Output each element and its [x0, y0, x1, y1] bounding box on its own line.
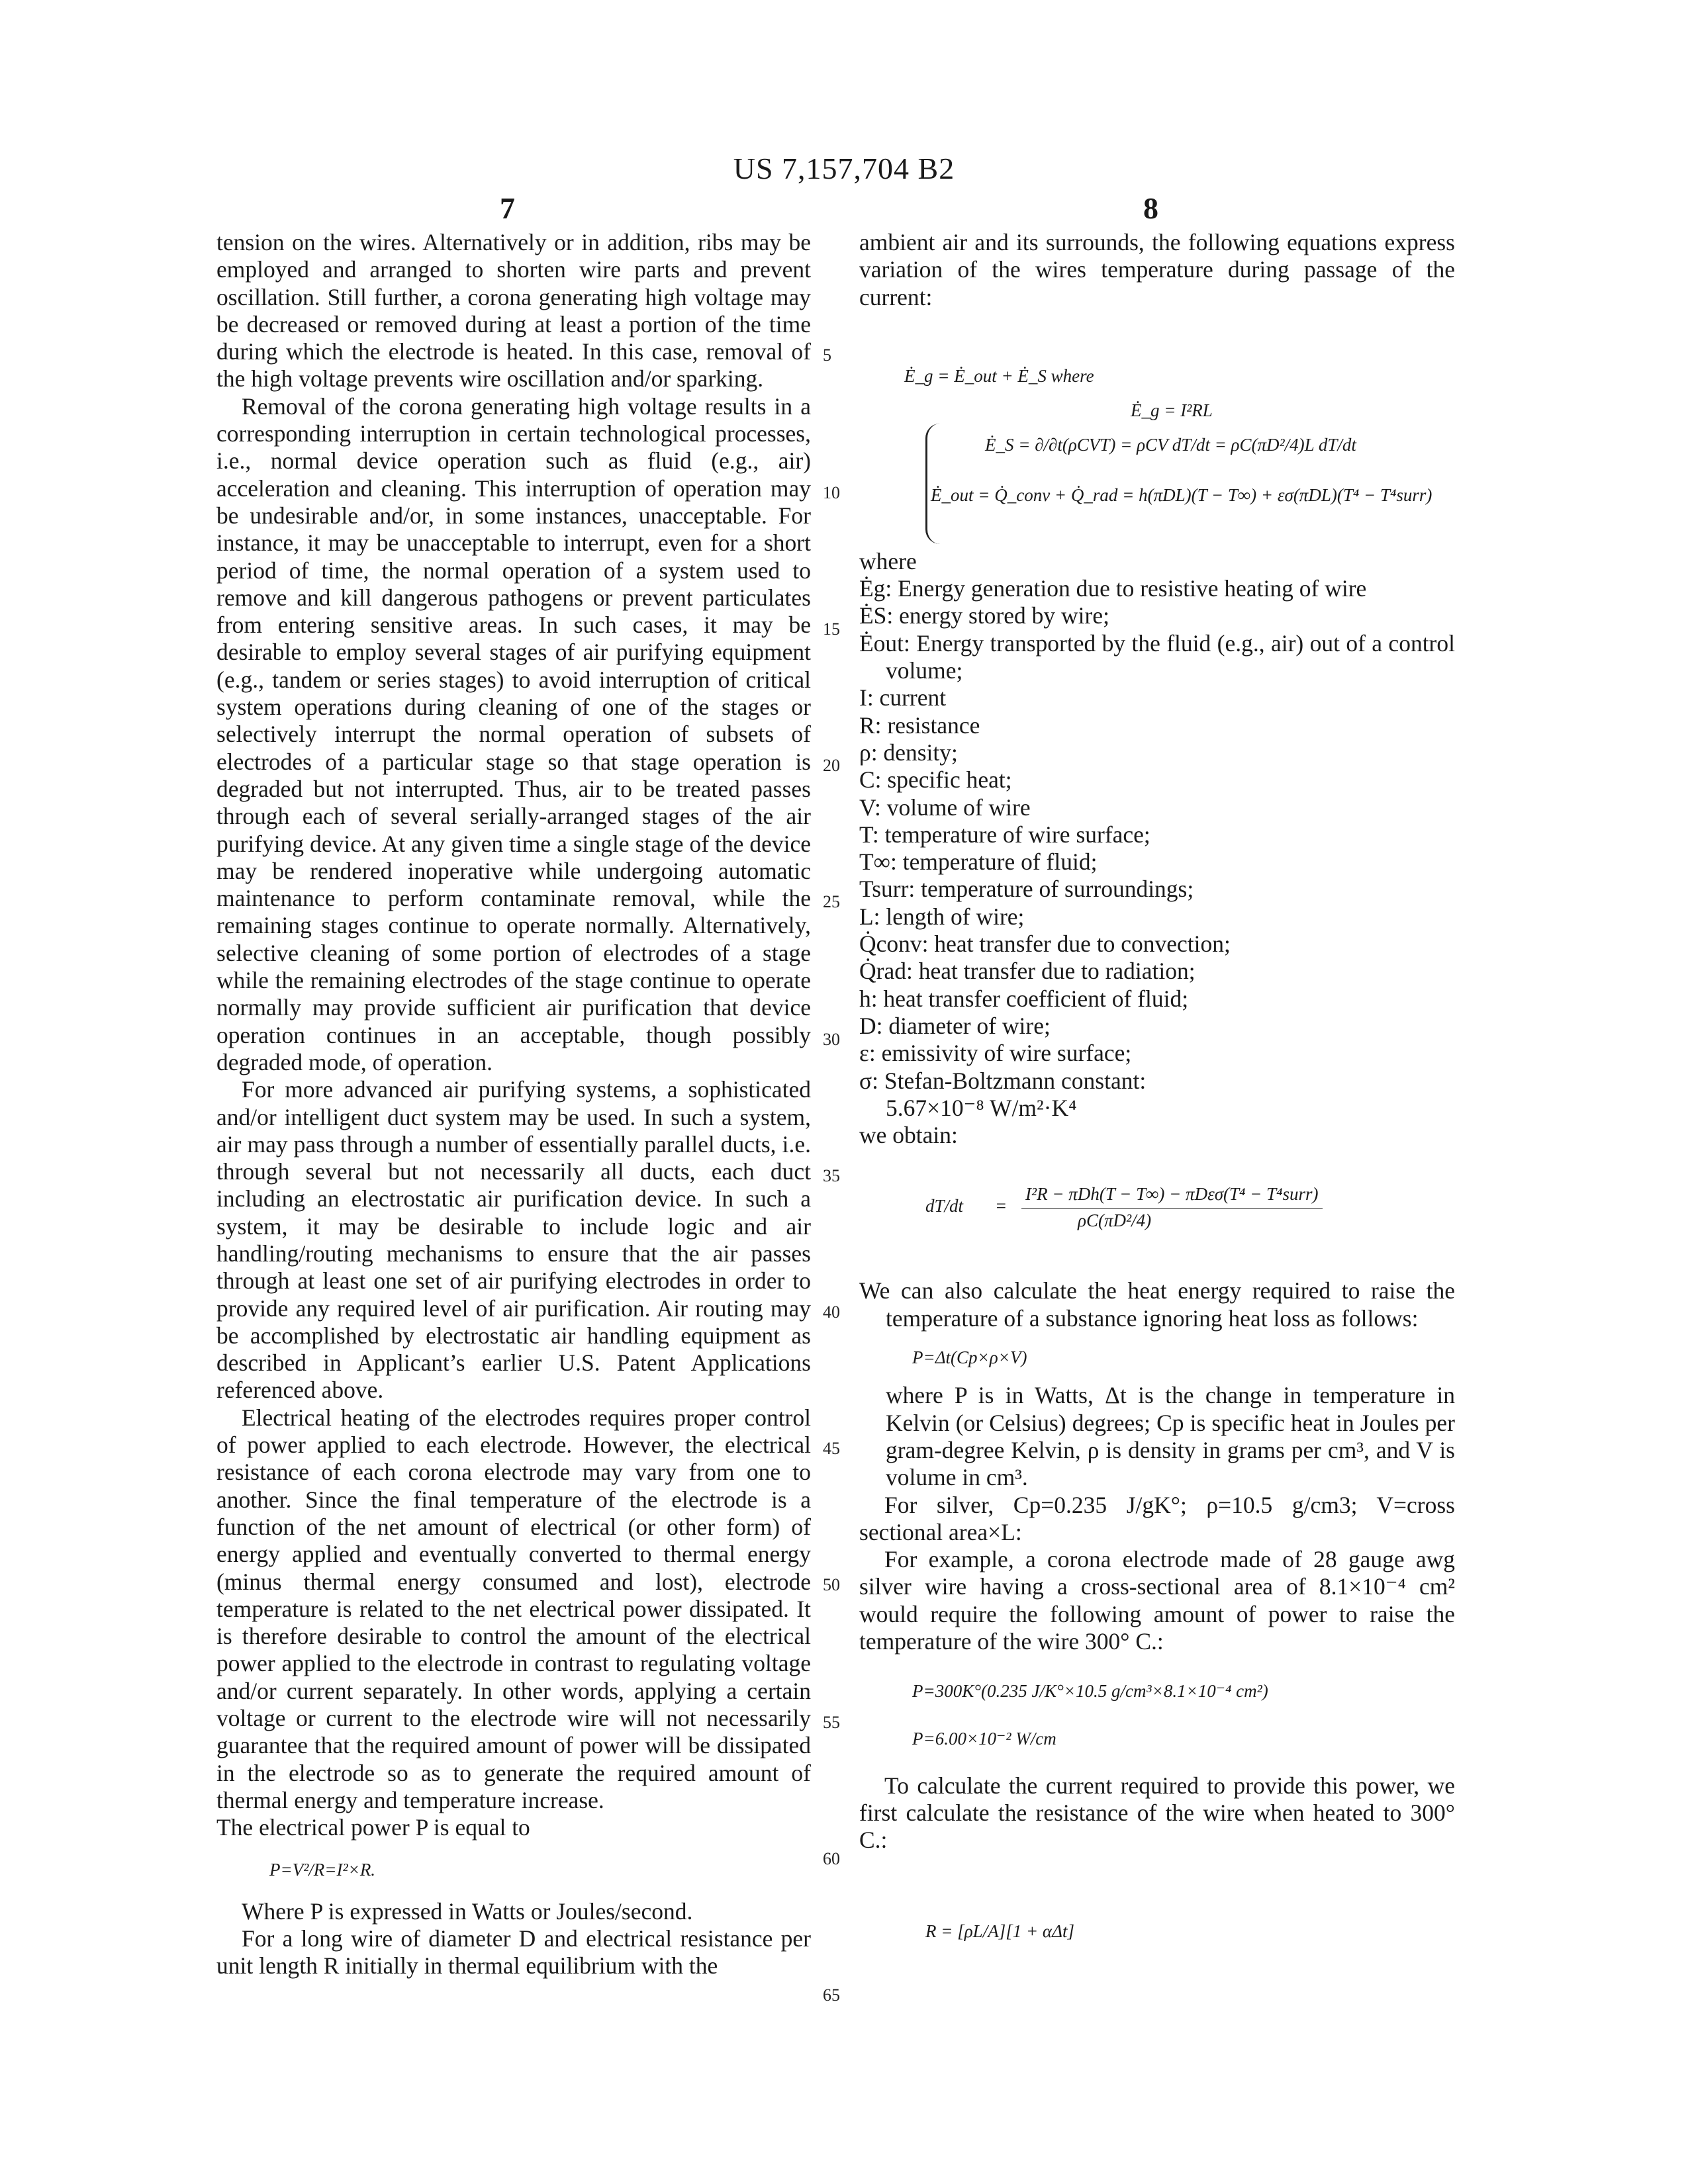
we-obtain-label: we obtain: — [859, 1122, 958, 1149]
line-number: 15 — [823, 619, 840, 639]
line-number: 25 — [823, 892, 840, 911]
left-paragraph-4: Electrical heating of the electrodes requires proper control of power applied to each electrode. However, the electrical resistance of each corona electrode may vary from one to another. Since the final temperature of the electrode is a function of the net amount of electrical (or other form) of energy applied and eventually converted to thermal energy (minus thermal energy consumed and lost), electrode temperature is related to the net electrical power dissipated. It is therefore desirable to control the amount of the electrical power applied to the electrode in contrast to regulating voltage and/or current separately. In other words, applying a certain voltage or current to the electrode wire will not necessarily guarantee that the required amount of power will be dissipated in the electrode so as to generate the required amount of thermal energy and temperature increase. — [216, 1404, 811, 1813]
resistance-equation: R = [ρL/A][1 + αΔt] — [925, 1921, 1074, 1941]
equation-generation: Ė_g = I²RL — [1131, 400, 1213, 420]
patent-number: US 7,157,704 B2 — [733, 152, 955, 185]
temperature-rate-equation — [859, 1149, 1455, 1261]
definition-item: Ėout: Energy transported by the fluid (e.g., air) out of a control volume; — [859, 629, 1455, 684]
equation-block-energy-balance — [859, 311, 1455, 397]
left-paragraph-6: Where P is expressed in Watts or Joules/second. — [242, 1897, 693, 1925]
definition-item: L: length of wire; — [859, 903, 1025, 930]
line-number: 30 — [823, 1030, 840, 1049]
equals-sign: = — [995, 1196, 1008, 1216]
power-calculation-equation: P=300K°(0.235 J/K°×10.5 g/cm³×8.1×10⁻⁴ cm²) — [912, 1681, 1268, 1702]
line-number: 40 — [823, 1302, 840, 1322]
left-paragraph-7: For a long wire of diameter D and electrical resistance per unit length R initially in thermal equilibrium with the — [216, 1925, 811, 1979]
definition-item: Q̇rad: heat transfer due to radiation; — [859, 958, 1196, 985]
right-paragraph-5: For example, a corona electrode made of 28 gauge awg silver wire having a cross-sectional area of 8.1×10⁻⁴ cm² would require the following amount of power to raise the temperature of the wire 300° C.: — [859, 1546, 1455, 1655]
left-paragraph-2: Removal of the corona generating high voltage results in a corresponding interruption in certain technological processes, i.e., normal device operation such as fluid (e.g., air) acceleration and cleaning. This interruption of operation may be undesirable and/or, in some instances, unacceptable. For instance, it may be unacceptable to interrupt, even for a short period of time, the normal operation of a system used to remove and kill dangerous pathogens or prevent particulates from entering sensitive areas. In such cases, it may be desirable to employ several stages of air purifying equipment (e.g., tandem or series stages) to avoid interruption of critical system operations during cleaning of one of the stages or selectively interrupt the normal operation of subsets of electrodes of a particular stage so that stage operation is degraded but not interrupted. Thus, air to be treated passes through each of several serially-arranged stages of the air purifying device. At any given time a single stage of the device may be rendered inoperative while undergoing automatic maintenance to perform contaminate removal, while the remaining stages continue to operate normally. Alternatively, selective cleaning of some portion of electrodes of a stage while the remaining electrodes of the stage continue to operate normally may provide sufficient air purification that device operation continues in an acceptable, though possibly degraded mode, of operation. — [216, 392, 811, 1075]
right-paragraph-6: To calculate the current required to provide this power, we first calculate the resistance of the wire when heated to 300° C.: — [859, 1772, 1455, 1854]
definition-item: R: resistance — [859, 711, 980, 739]
definition-item: I: current — [859, 684, 947, 711]
line-number: 45 — [823, 1439, 840, 1458]
where-label: where — [859, 547, 917, 574]
equation-storage: Ė_S = ∂/∂t(ρCVT) = ρCV dT/dt = ρC(πD²/4)L dT/dt — [985, 434, 1356, 455]
left-paragraph-1: tension on the wires. Alternatively or in addition, ribs may be employed and arranged to shorten wire parts and prevent oscillation. Still further, a corona generating high voltage may be decreased or removed during at least a portion of the time during which the electrode is heated. In this case, removal of the high voltage prevents wire oscillation and/or sparking. — [216, 229, 811, 392]
definition-item: C: specific heat; — [859, 766, 1012, 794]
right-paragraph-2: We can also calculate the heat energy required to raise the temperature of a substance ignoring heat loss as follows: — [859, 1277, 1455, 1332]
power-result-equation: P=6.00×10⁻² W/cm — [912, 1728, 1056, 1749]
power-equation: P=V²/R=I²×R. — [269, 1859, 376, 1880]
definition-item: ε: emissivity of wire surface; — [859, 1040, 1132, 1067]
line-number: 50 — [823, 1575, 840, 1594]
line-number: 5 — [823, 345, 831, 365]
definition-item: Q̇conv: heat transfer due to convection; — [859, 931, 1231, 958]
stefan-boltzmann-value: 5.67×10⁻⁸ W/m²·K⁴ — [886, 1094, 1077, 1121]
line-number: 60 — [823, 1849, 840, 1868]
definition-item: T: temperature of wire surface; — [859, 821, 1150, 848]
right-paragraph-4: For silver, Cp=0.235 J/gK°; ρ=10.5 g/cm3; V=cross sectional area×L: — [859, 1491, 1455, 1545]
right-page-number: 8 — [1143, 191, 1158, 225]
equation-numerator: I²R − πDh(T − T∞) − πDεσ(T⁴ − T⁴surr) — [1021, 1181, 1323, 1208]
definition-item: T∞: temperature of fluid; — [859, 848, 1098, 876]
line-number: 35 — [823, 1166, 840, 1185]
right-paragraph-3: where P is in Watts, Δt is the change in temperature in Kelvin (or Celsius) degrees; Cp is specific heat in Joules per gram-degree Kelvin, ρ is density in grams per cm³, and V is volume in cm³. — [886, 1382, 1455, 1491]
heat-energy-equation: P=Δt(Cp×ρ×V) — [912, 1347, 1027, 1368]
left-paragraph-5: The electrical power P is equal to — [216, 1814, 530, 1841]
equation-outflow: Ė_out = Q̇_conv + Q̇_rad = h(πDL)(T − T∞) + εσ(πDL)(T⁴ − T⁴surr) — [931, 484, 1432, 505]
right-column — [859, 229, 1455, 1945]
equation-lhs: dT/dt — [925, 1196, 964, 1216]
line-number: 10 — [823, 483, 840, 502]
left-paragraph-3: For more advanced air purifying systems, a sophisticated and/or intelligent duct system may be used. In such a system, air may pass through a number of essentially parallel ducts, i.e. through several but not necessarily all ducts, each duct including an electrostatic air purification device. In such a system, it may be desirable to include logic and air handling/routing mechanisms to ensure that the air passes through at least one set of air purifying electrodes in order to provide any required level of air purification. Air routing may be accomplished by electrostatic air handling equipment as described in Applicant’s earlier U.S. Patent Applications referenced above. — [216, 1076, 811, 1404]
line-number: 55 — [823, 1713, 840, 1732]
equation-denominator: ρC(πD²/4) — [1078, 1210, 1152, 1231]
line-number: 65 — [823, 1985, 840, 2005]
line-number: 20 — [823, 756, 840, 775]
equation-system-brace — [925, 424, 947, 544]
definition-item: Tsurr: temperature of surroundings; — [859, 876, 1194, 903]
definition-item: σ: Stefan-Boltzmann constant: — [859, 1067, 1147, 1094]
equation-energy-balance: Ė_g = Ė_out + Ė_S where — [904, 365, 1094, 386]
definition-item: ĖS: energy stored by wire; — [859, 602, 1109, 629]
definition-item: Ėg: Energy generation due to resistive heating of wire — [859, 575, 1367, 602]
definition-item: V: volume of wire — [859, 794, 1031, 821]
definition-item: D: diameter of wire; — [859, 1012, 1051, 1039]
right-paragraph-1: ambient air and its surrounds, the following equations express variation of the wires temperature during passage of the current: — [859, 229, 1455, 310]
equation-system — [859, 397, 1455, 527]
definition-item: h: heat transfer coefficient of fluid; — [859, 985, 1189, 1012]
left-column — [216, 229, 811, 1980]
left-page-number: 7 — [500, 191, 515, 225]
definition-item: ρ: density; — [859, 739, 958, 766]
